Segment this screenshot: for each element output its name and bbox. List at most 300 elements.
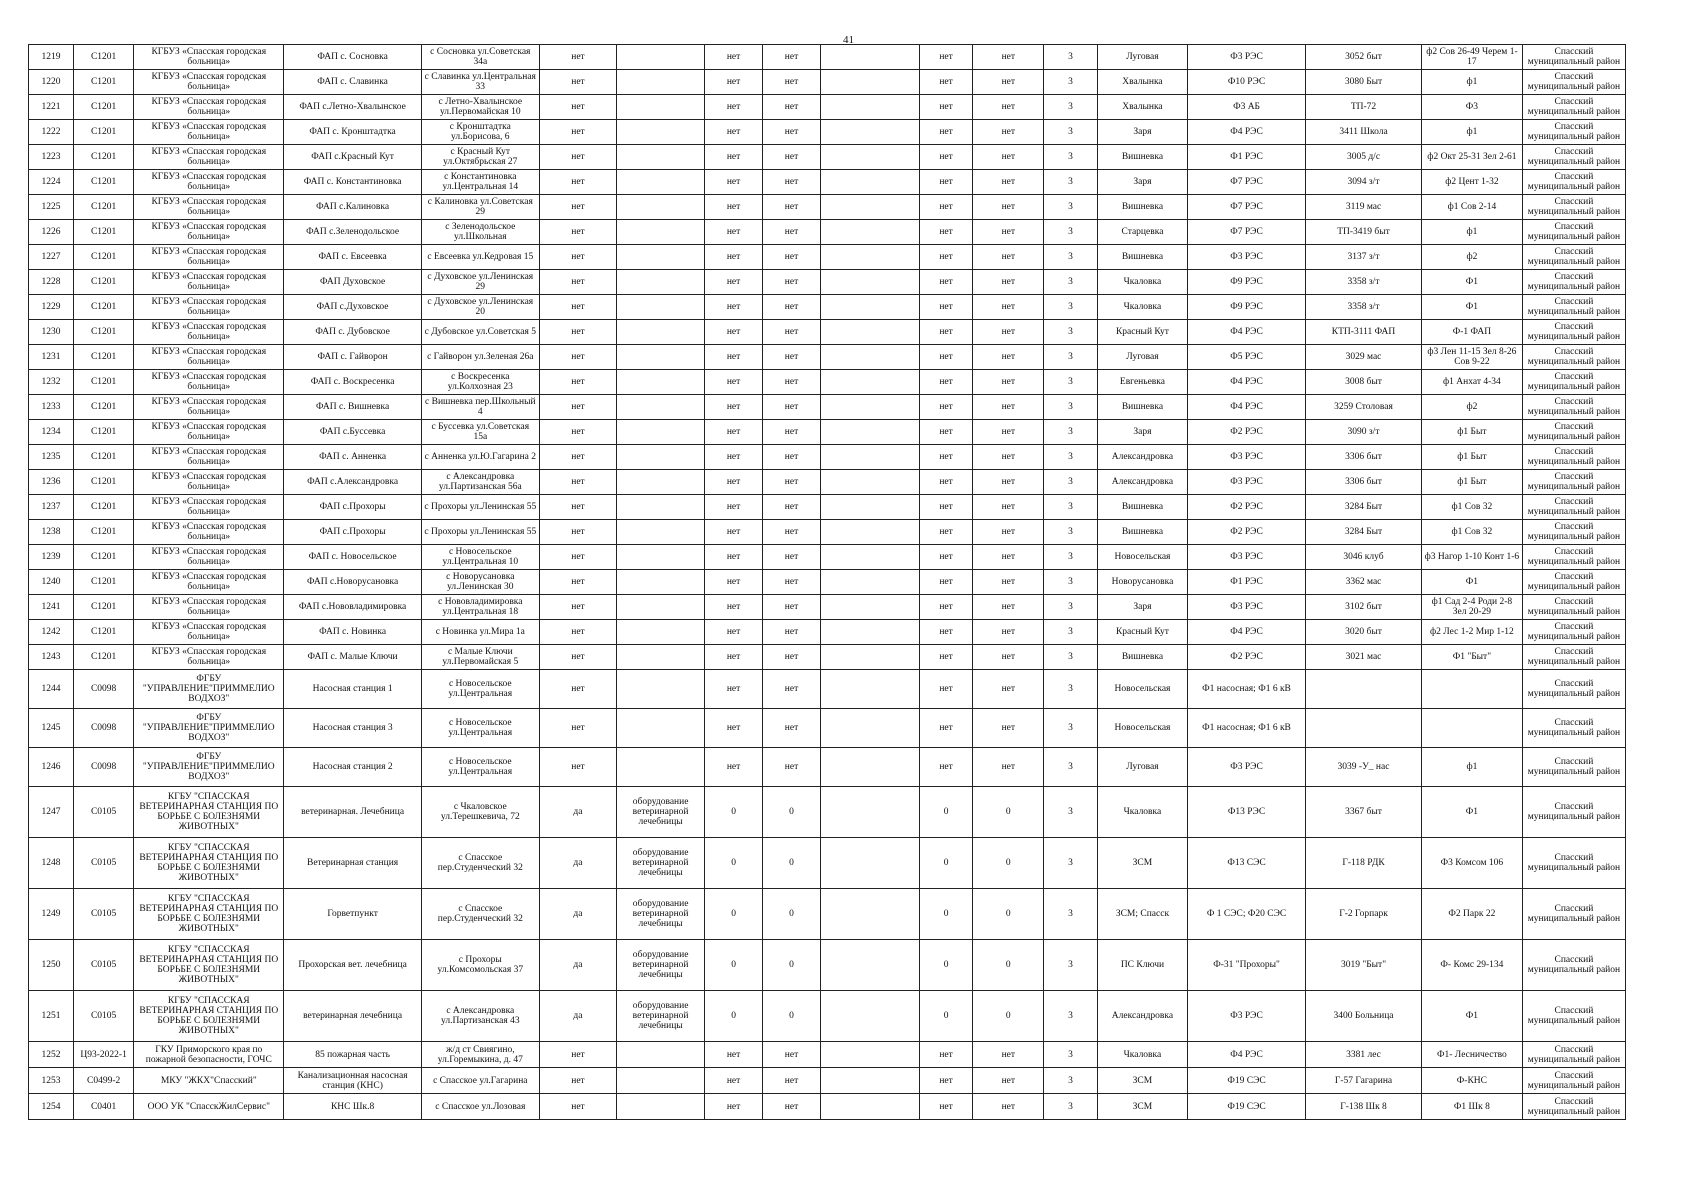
substation-name: Луговая xyxy=(1097,748,1187,787)
autonomous-source: нет xyxy=(705,345,763,370)
organization-name: ООО УК "СпасскЖилСервис" xyxy=(134,1094,284,1120)
object-address: с Новосельское ул.Центральная 10 xyxy=(421,545,539,570)
emergency-armour: нет xyxy=(763,645,821,670)
organization-name: ГКУ Приморского края по пожарной безопасности, ГОЧС xyxy=(134,1042,284,1068)
organization-name: КГБУЗ «Спасская городская больница» xyxy=(134,295,284,320)
autonomous-source: 0 xyxy=(705,991,763,1042)
backup-status: нет xyxy=(973,545,1044,570)
row-number: 1233 xyxy=(29,395,74,420)
object-name: ФАП с. Анненка xyxy=(284,445,421,470)
row-number: 1246 xyxy=(29,748,74,787)
backup-status: нет xyxy=(973,95,1044,120)
reliability-category: 3 xyxy=(1044,70,1098,95)
autonomous-source: нет xyxy=(705,1042,763,1068)
equipment-description xyxy=(617,470,705,495)
feeder-name: Ф1 РЭС xyxy=(1188,145,1306,170)
emergency-armour: нет xyxy=(763,570,821,595)
substation-name: Вишневка xyxy=(1097,145,1187,170)
organization-name: КГБУЗ «Спасская городская больница» xyxy=(134,445,284,470)
notes-cell xyxy=(821,595,920,620)
notes-cell xyxy=(821,709,920,748)
feeder-name: Ф4 РЭС xyxy=(1188,395,1306,420)
reliability-category: 3 xyxy=(1044,470,1098,495)
organization-name: КГБУ "СПАССКАЯ ВЕТЕРИНАРНАЯ СТАНЦИЯ ПО БОРЬБЕ С БОЛЕЗНЯМИ ЖИВОТНЫХ" xyxy=(134,991,284,1042)
transformer-point: 3119 мас xyxy=(1306,195,1422,220)
object-address: с Евсеевка ул.Кедровая 15 xyxy=(421,245,539,270)
table-row xyxy=(29,370,1626,395)
transformer-point: 3029 мас xyxy=(1306,345,1422,370)
object-name: КНС Шк.8 xyxy=(284,1094,421,1120)
line-segment: ф1 Сов 32 xyxy=(1421,495,1522,520)
feeder-name: Ф7 РЭС xyxy=(1188,220,1306,245)
object-address: с Новинка ул.Мира 1а xyxy=(421,620,539,645)
row-number: 1251 xyxy=(29,991,74,1042)
object-name: Прохорская вет. лечебница xyxy=(284,940,421,991)
feeder-name: Ф9 РЭС xyxy=(1188,295,1306,320)
reserve-source: нет xyxy=(539,370,616,395)
technological-armour: нет xyxy=(919,620,973,645)
notes-cell xyxy=(821,170,920,195)
autonomous-source: 0 xyxy=(705,787,763,838)
technological-armour: нет xyxy=(919,370,973,395)
reserve-source: нет xyxy=(539,270,616,295)
row-number: 1238 xyxy=(29,520,74,545)
consumer-code: С1201 xyxy=(74,620,134,645)
emergency-armour: нет xyxy=(763,709,821,748)
object-address: с Духовское ул.Ленинская 20 xyxy=(421,295,539,320)
substation-name: Луговая xyxy=(1097,45,1187,70)
object-address: с Духовское ул.Ленинская 29 xyxy=(421,270,539,295)
transformer-point: 3137 з/т xyxy=(1306,245,1422,270)
transformer-point: 3039 -У_ нас xyxy=(1306,748,1422,787)
backup-status: нет xyxy=(973,270,1044,295)
table-row xyxy=(29,495,1626,520)
row-number: 1227 xyxy=(29,245,74,270)
feeder-name: Ф13 РЭС xyxy=(1188,787,1306,838)
autonomous-source: нет xyxy=(705,295,763,320)
notes-cell xyxy=(821,545,920,570)
line-segment: Ф-1 ФАП xyxy=(1421,320,1522,345)
object-address: с Калиновка ул.Советская 29 xyxy=(421,195,539,220)
table-row xyxy=(29,670,1626,709)
backup-status: нет xyxy=(973,195,1044,220)
emergency-armour: 0 xyxy=(763,940,821,991)
backup-status: нет xyxy=(973,295,1044,320)
transformer-point: 3090 з/т xyxy=(1306,420,1422,445)
autonomous-source: нет xyxy=(705,545,763,570)
municipal-district: Спасский муниципальный район xyxy=(1522,320,1625,345)
municipal-district: Спасский муниципальный район xyxy=(1522,838,1625,889)
row-number: 1222 xyxy=(29,120,74,145)
municipal-district: Спасский муниципальный район xyxy=(1522,520,1625,545)
row-number: 1234 xyxy=(29,420,74,445)
municipal-district: Спасский муниципальный район xyxy=(1522,709,1625,748)
object-address: с Спасское пер.Студенческий 32 xyxy=(421,889,539,940)
table-row xyxy=(29,1094,1626,1120)
substation-name: Чкаловка xyxy=(1097,1042,1187,1068)
object-name: ветеринарная лечебница xyxy=(284,991,421,1042)
consumer-code: С1201 xyxy=(74,220,134,245)
equipment-description xyxy=(617,195,705,220)
notes-cell xyxy=(821,991,920,1042)
backup-status: нет xyxy=(973,420,1044,445)
substation-name: Новосельская xyxy=(1097,670,1187,709)
object-address: с Малые Ключи ул.Первомайская 5 xyxy=(421,645,539,670)
feeder-name: Ф4 РЭС xyxy=(1188,120,1306,145)
substation-name: Вишневка xyxy=(1097,495,1187,520)
technological-armour: нет xyxy=(919,320,973,345)
organization-name: КГБУЗ «Спасская городская больница» xyxy=(134,270,284,295)
consumer-code: С0105 xyxy=(74,991,134,1042)
technological-armour: 0 xyxy=(919,991,973,1042)
table-row xyxy=(29,545,1626,570)
object-name: Насосная станция 1 xyxy=(284,670,421,709)
backup-status: нет xyxy=(973,595,1044,620)
transformer-point: КТП-3111 ФАП xyxy=(1306,320,1422,345)
feeder-name: Ф3 РЭС xyxy=(1188,245,1306,270)
table-row xyxy=(29,787,1626,838)
organization-name: КГБУЗ «Спасская городская больница» xyxy=(134,345,284,370)
municipal-district: Спасский муниципальный район xyxy=(1522,787,1625,838)
reserve-source: нет xyxy=(539,345,616,370)
table-row xyxy=(29,1068,1626,1094)
reliability-category: 3 xyxy=(1044,940,1098,991)
reserve-source: нет xyxy=(539,1068,616,1094)
reserve-source: нет xyxy=(539,95,616,120)
emergency-armour: 0 xyxy=(763,991,821,1042)
notes-cell xyxy=(821,370,920,395)
autonomous-source: нет xyxy=(705,595,763,620)
autonomous-source: нет xyxy=(705,1094,763,1120)
reliability-category: 3 xyxy=(1044,748,1098,787)
transformer-point: 3367 быт xyxy=(1306,787,1422,838)
technological-armour: нет xyxy=(919,595,973,620)
row-number: 1232 xyxy=(29,370,74,395)
notes-cell xyxy=(821,748,920,787)
consumer-code: С0105 xyxy=(74,838,134,889)
transformer-point: 3021 мас xyxy=(1306,645,1422,670)
feeder-name: Ф3 РЭС xyxy=(1188,545,1306,570)
backup-status: нет xyxy=(973,748,1044,787)
reserve-source: нет xyxy=(539,1094,616,1120)
autonomous-source: нет xyxy=(705,670,763,709)
reliability-category: 3 xyxy=(1044,1094,1098,1120)
consumer-code: С1201 xyxy=(74,570,134,595)
emergency-armour: нет xyxy=(763,245,821,270)
organization-name: КГБУЗ «Спасская городская больница» xyxy=(134,195,284,220)
municipal-district: Спасский муниципальный район xyxy=(1522,889,1625,940)
substation-name: Чкаловка xyxy=(1097,787,1187,838)
reserve-source: да xyxy=(539,889,616,940)
consumer-code: С1201 xyxy=(74,420,134,445)
reserve-source: нет xyxy=(539,120,616,145)
table-row xyxy=(29,45,1626,70)
backup-status: нет xyxy=(973,1042,1044,1068)
technological-armour: нет xyxy=(919,245,973,270)
line-segment: ф3 Лен 11-15 Зел 8-26 Сов 9-22 xyxy=(1421,345,1522,370)
backup-status: нет xyxy=(973,70,1044,95)
feeder-name: Ф19 СЭС xyxy=(1188,1068,1306,1094)
table-row xyxy=(29,95,1626,120)
reserve-source: нет xyxy=(539,570,616,595)
row-number: 1226 xyxy=(29,220,74,245)
equipment-description xyxy=(617,570,705,595)
reserve-source: нет xyxy=(539,470,616,495)
line-segment: Ф1 Шк 8 xyxy=(1421,1094,1522,1120)
table-row xyxy=(29,145,1626,170)
municipal-district: Спасский муниципальный район xyxy=(1522,1068,1625,1094)
notes-cell xyxy=(821,1094,920,1120)
reserve-source: нет xyxy=(539,520,616,545)
municipal-district: Спасский муниципальный район xyxy=(1522,245,1625,270)
registry-body xyxy=(29,45,1626,1120)
equipment-description xyxy=(617,1068,705,1094)
notes-cell xyxy=(821,420,920,445)
reliability-category: 3 xyxy=(1044,170,1098,195)
line-segment: ф2 Окт 25-31 Зел 2-61 xyxy=(1421,145,1522,170)
object-name: ФАП с.Буссевка xyxy=(284,420,421,445)
backup-status: нет xyxy=(973,145,1044,170)
object-name: ФАП с.Красный Кут xyxy=(284,145,421,170)
row-number: 1219 xyxy=(29,45,74,70)
object-name: ФАП с. Сосновка xyxy=(284,45,421,70)
table-row xyxy=(29,838,1626,889)
consumer-code: С1201 xyxy=(74,370,134,395)
line-segment xyxy=(1421,670,1522,709)
line-segment: Ф- Комс 29-134 xyxy=(1421,940,1522,991)
line-segment: ф1 xyxy=(1421,120,1522,145)
consumer-code: С1201 xyxy=(74,320,134,345)
transformer-point: 3358 з/т xyxy=(1306,270,1422,295)
municipal-district: Спасский муниципальный район xyxy=(1522,95,1625,120)
substation-name: ЗСМ; Спасск xyxy=(1097,889,1187,940)
backup-status: нет xyxy=(973,445,1044,470)
emergency-armour: нет xyxy=(763,1068,821,1094)
line-segment: ф3 Нагор 1-10 Конт 1-6 xyxy=(1421,545,1522,570)
emergency-armour: нет xyxy=(763,295,821,320)
object-name: ФАП с.Новорусановка xyxy=(284,570,421,595)
notes-cell xyxy=(821,670,920,709)
substation-name: Александровка xyxy=(1097,991,1187,1042)
technological-armour: нет xyxy=(919,545,973,570)
equipment-description xyxy=(617,520,705,545)
object-name: ветеринарная. Лечебница xyxy=(284,787,421,838)
technological-armour: нет xyxy=(919,495,973,520)
line-segment: Ф1 xyxy=(1421,787,1522,838)
object-name: ФАП с.Нововладимировка xyxy=(284,595,421,620)
backup-status: нет xyxy=(973,645,1044,670)
backup-status: нет xyxy=(973,395,1044,420)
equipment-description xyxy=(617,670,705,709)
emergency-armour: нет xyxy=(763,620,821,645)
row-number: 1230 xyxy=(29,320,74,345)
backup-status: нет xyxy=(973,370,1044,395)
emergency-armour: 0 xyxy=(763,787,821,838)
row-number: 1239 xyxy=(29,545,74,570)
emergency-armour: нет xyxy=(763,345,821,370)
notes-cell xyxy=(821,940,920,991)
consumer-code: С0098 xyxy=(74,748,134,787)
equipment-description xyxy=(617,595,705,620)
backup-status: нет xyxy=(973,520,1044,545)
emergency-armour: нет xyxy=(763,470,821,495)
substation-name: ЗСМ xyxy=(1097,1094,1187,1120)
reserve-source: нет xyxy=(539,70,616,95)
emergency-armour: нет xyxy=(763,595,821,620)
object-address: с Воскресенка ул.Колхозная 23 xyxy=(421,370,539,395)
row-number: 1247 xyxy=(29,787,74,838)
equipment-description xyxy=(617,320,705,345)
object-address: с Новорусановка ул.Ленинская 30 xyxy=(421,570,539,595)
row-number: 1241 xyxy=(29,595,74,620)
consumer-code: С1201 xyxy=(74,295,134,320)
organization-name: КГБУЗ «Спасская городская больница» xyxy=(134,395,284,420)
consumer-code: С1201 xyxy=(74,495,134,520)
backup-status: нет xyxy=(973,495,1044,520)
equipment-description xyxy=(617,748,705,787)
equipment-description xyxy=(617,545,705,570)
reliability-category: 3 xyxy=(1044,889,1098,940)
emergency-armour: нет xyxy=(763,370,821,395)
organization-name: КГБУЗ «Спасская городская больница» xyxy=(134,370,284,395)
object-address: с Константиновка ул.Центральная 14 xyxy=(421,170,539,195)
object-address: с Гайворон ул.Зеленая 26а xyxy=(421,345,539,370)
emergency-armour: 0 xyxy=(763,838,821,889)
feeder-name: Ф4 РЭС xyxy=(1188,620,1306,645)
transformer-point: 3306 быт xyxy=(1306,470,1422,495)
transformer-point: Г-2 Горпарк xyxy=(1306,889,1422,940)
backup-status: нет xyxy=(973,470,1044,495)
notes-cell xyxy=(821,838,920,889)
reserve-source: нет xyxy=(539,495,616,520)
reliability-category: 3 xyxy=(1044,220,1098,245)
line-segment: ф1 xyxy=(1421,748,1522,787)
organization-name: КГБУЗ «Спасская городская больница» xyxy=(134,70,284,95)
table-row xyxy=(29,445,1626,470)
line-segment: ф2 Сов 26-49 Черем 1-17 xyxy=(1421,45,1522,70)
object-name: ФАП с. Кронштадтка xyxy=(284,120,421,145)
row-number: 1237 xyxy=(29,495,74,520)
feeder-name: Ф7 РЭС xyxy=(1188,170,1306,195)
technological-armour: нет xyxy=(919,670,973,709)
line-segment: Ф1 xyxy=(1421,570,1522,595)
line-segment: Ф-КНС xyxy=(1421,1068,1522,1094)
municipal-district: Спасский муниципальный район xyxy=(1522,345,1625,370)
autonomous-source: нет xyxy=(705,495,763,520)
feeder-name: Ф2 РЭС xyxy=(1188,495,1306,520)
notes-cell xyxy=(821,1042,920,1068)
line-segment: ф1 xyxy=(1421,70,1522,95)
reliability-category: 3 xyxy=(1044,545,1098,570)
table-row xyxy=(29,709,1626,748)
consumer-code: С1201 xyxy=(74,145,134,170)
substation-name: Заря xyxy=(1097,120,1187,145)
substation-name: Хвалынка xyxy=(1097,95,1187,120)
autonomous-source: нет xyxy=(705,709,763,748)
organization-name: КГБУ "СПАССКАЯ ВЕТЕРИНАРНАЯ СТАНЦИЯ ПО БОРЬБЕ С БОЛЕЗНЯМИ ЖИВОТНЫХ" xyxy=(134,889,284,940)
equipment-description xyxy=(617,620,705,645)
consumer-code: С1201 xyxy=(74,520,134,545)
object-address: с Красный Кут ул.Октябрьская 27 xyxy=(421,145,539,170)
municipal-district: Спасский муниципальный район xyxy=(1522,940,1625,991)
organization-name: КГБУЗ «Спасская городская больница» xyxy=(134,570,284,595)
notes-cell xyxy=(821,95,920,120)
equipment-description: оборудование ветеринарной лечебницы xyxy=(617,991,705,1042)
municipal-district: Спасский муниципальный район xyxy=(1522,595,1625,620)
consumer-code: С1201 xyxy=(74,170,134,195)
row-number: 1228 xyxy=(29,270,74,295)
object-name: ФАП с. Вишневка xyxy=(284,395,421,420)
object-address: с Новосельское ул.Центральная xyxy=(421,670,539,709)
reserve-source: да xyxy=(539,991,616,1042)
table-row xyxy=(29,1042,1626,1068)
transformer-point: 3381 лес xyxy=(1306,1042,1422,1068)
autonomous-source: нет xyxy=(705,70,763,95)
object-name: ФАП с.Александровка xyxy=(284,470,421,495)
substation-name: Вишневка xyxy=(1097,520,1187,545)
technological-armour: 0 xyxy=(919,889,973,940)
technological-armour: 0 xyxy=(919,787,973,838)
transformer-point: 3358 з/т xyxy=(1306,295,1422,320)
feeder-name: Ф 1 СЭС; Ф20 СЭС xyxy=(1188,889,1306,940)
technological-armour: нет xyxy=(919,420,973,445)
reserve-source: нет xyxy=(539,709,616,748)
reserve-source: нет xyxy=(539,748,616,787)
table-row xyxy=(29,520,1626,545)
substation-name: Луговая xyxy=(1097,345,1187,370)
equipment-description xyxy=(617,445,705,470)
object-address: с Спасское ул.Гагарина xyxy=(421,1068,539,1094)
municipal-district: Спасский муниципальный район xyxy=(1522,145,1625,170)
reliability-category: 3 xyxy=(1044,620,1098,645)
object-address: с Анненка ул.Ю.Гагарина 2 xyxy=(421,445,539,470)
equipment-description xyxy=(617,95,705,120)
technological-armour: нет xyxy=(919,570,973,595)
line-segment: Ф3 Комсом 106 xyxy=(1421,838,1522,889)
technological-armour: нет xyxy=(919,645,973,670)
emergency-armour: нет xyxy=(763,170,821,195)
reliability-category: 3 xyxy=(1044,120,1098,145)
substation-name: Чкаловка xyxy=(1097,295,1187,320)
consumer-code: С1201 xyxy=(74,45,134,70)
line-segment: ф1 Быт xyxy=(1421,445,1522,470)
organization-name: КГБУЗ «Спасская городская больница» xyxy=(134,420,284,445)
substation-name: Вишневка xyxy=(1097,195,1187,220)
substation-name: Хвалынка xyxy=(1097,70,1187,95)
equipment-description xyxy=(617,270,705,295)
equipment-description xyxy=(617,420,705,445)
table-row xyxy=(29,645,1626,670)
municipal-district: Спасский муниципальный район xyxy=(1522,991,1625,1042)
line-segment: ф1 Быт xyxy=(1421,420,1522,445)
object-name: ФАП с.Зеленодольское xyxy=(284,220,421,245)
autonomous-source: 0 xyxy=(705,889,763,940)
backup-status: нет xyxy=(973,120,1044,145)
object-name: ФАП с. Дубовское xyxy=(284,320,421,345)
transformer-point: ТП-3419 быт xyxy=(1306,220,1422,245)
object-address: с Прохоры ул.Ленинская 55 xyxy=(421,495,539,520)
feeder-name: Ф-31 "Прохоры" xyxy=(1188,940,1306,991)
object-address: с Вишневка пер.Школьный 4 xyxy=(421,395,539,420)
equipment-description xyxy=(617,495,705,520)
line-segment: ф1 Сад 2-4 Роди 2-8 Зел 20-29 xyxy=(1421,595,1522,620)
consumer-code: С0105 xyxy=(74,889,134,940)
notes-cell xyxy=(821,45,920,70)
reserve-source: да xyxy=(539,787,616,838)
organization-name: ФГБУ "УПРАВЛЕНИЕ"ПРИММЕЛИО ВОДХОЗ" xyxy=(134,748,284,787)
emergency-armour: нет xyxy=(763,670,821,709)
autonomous-source: 0 xyxy=(705,838,763,889)
